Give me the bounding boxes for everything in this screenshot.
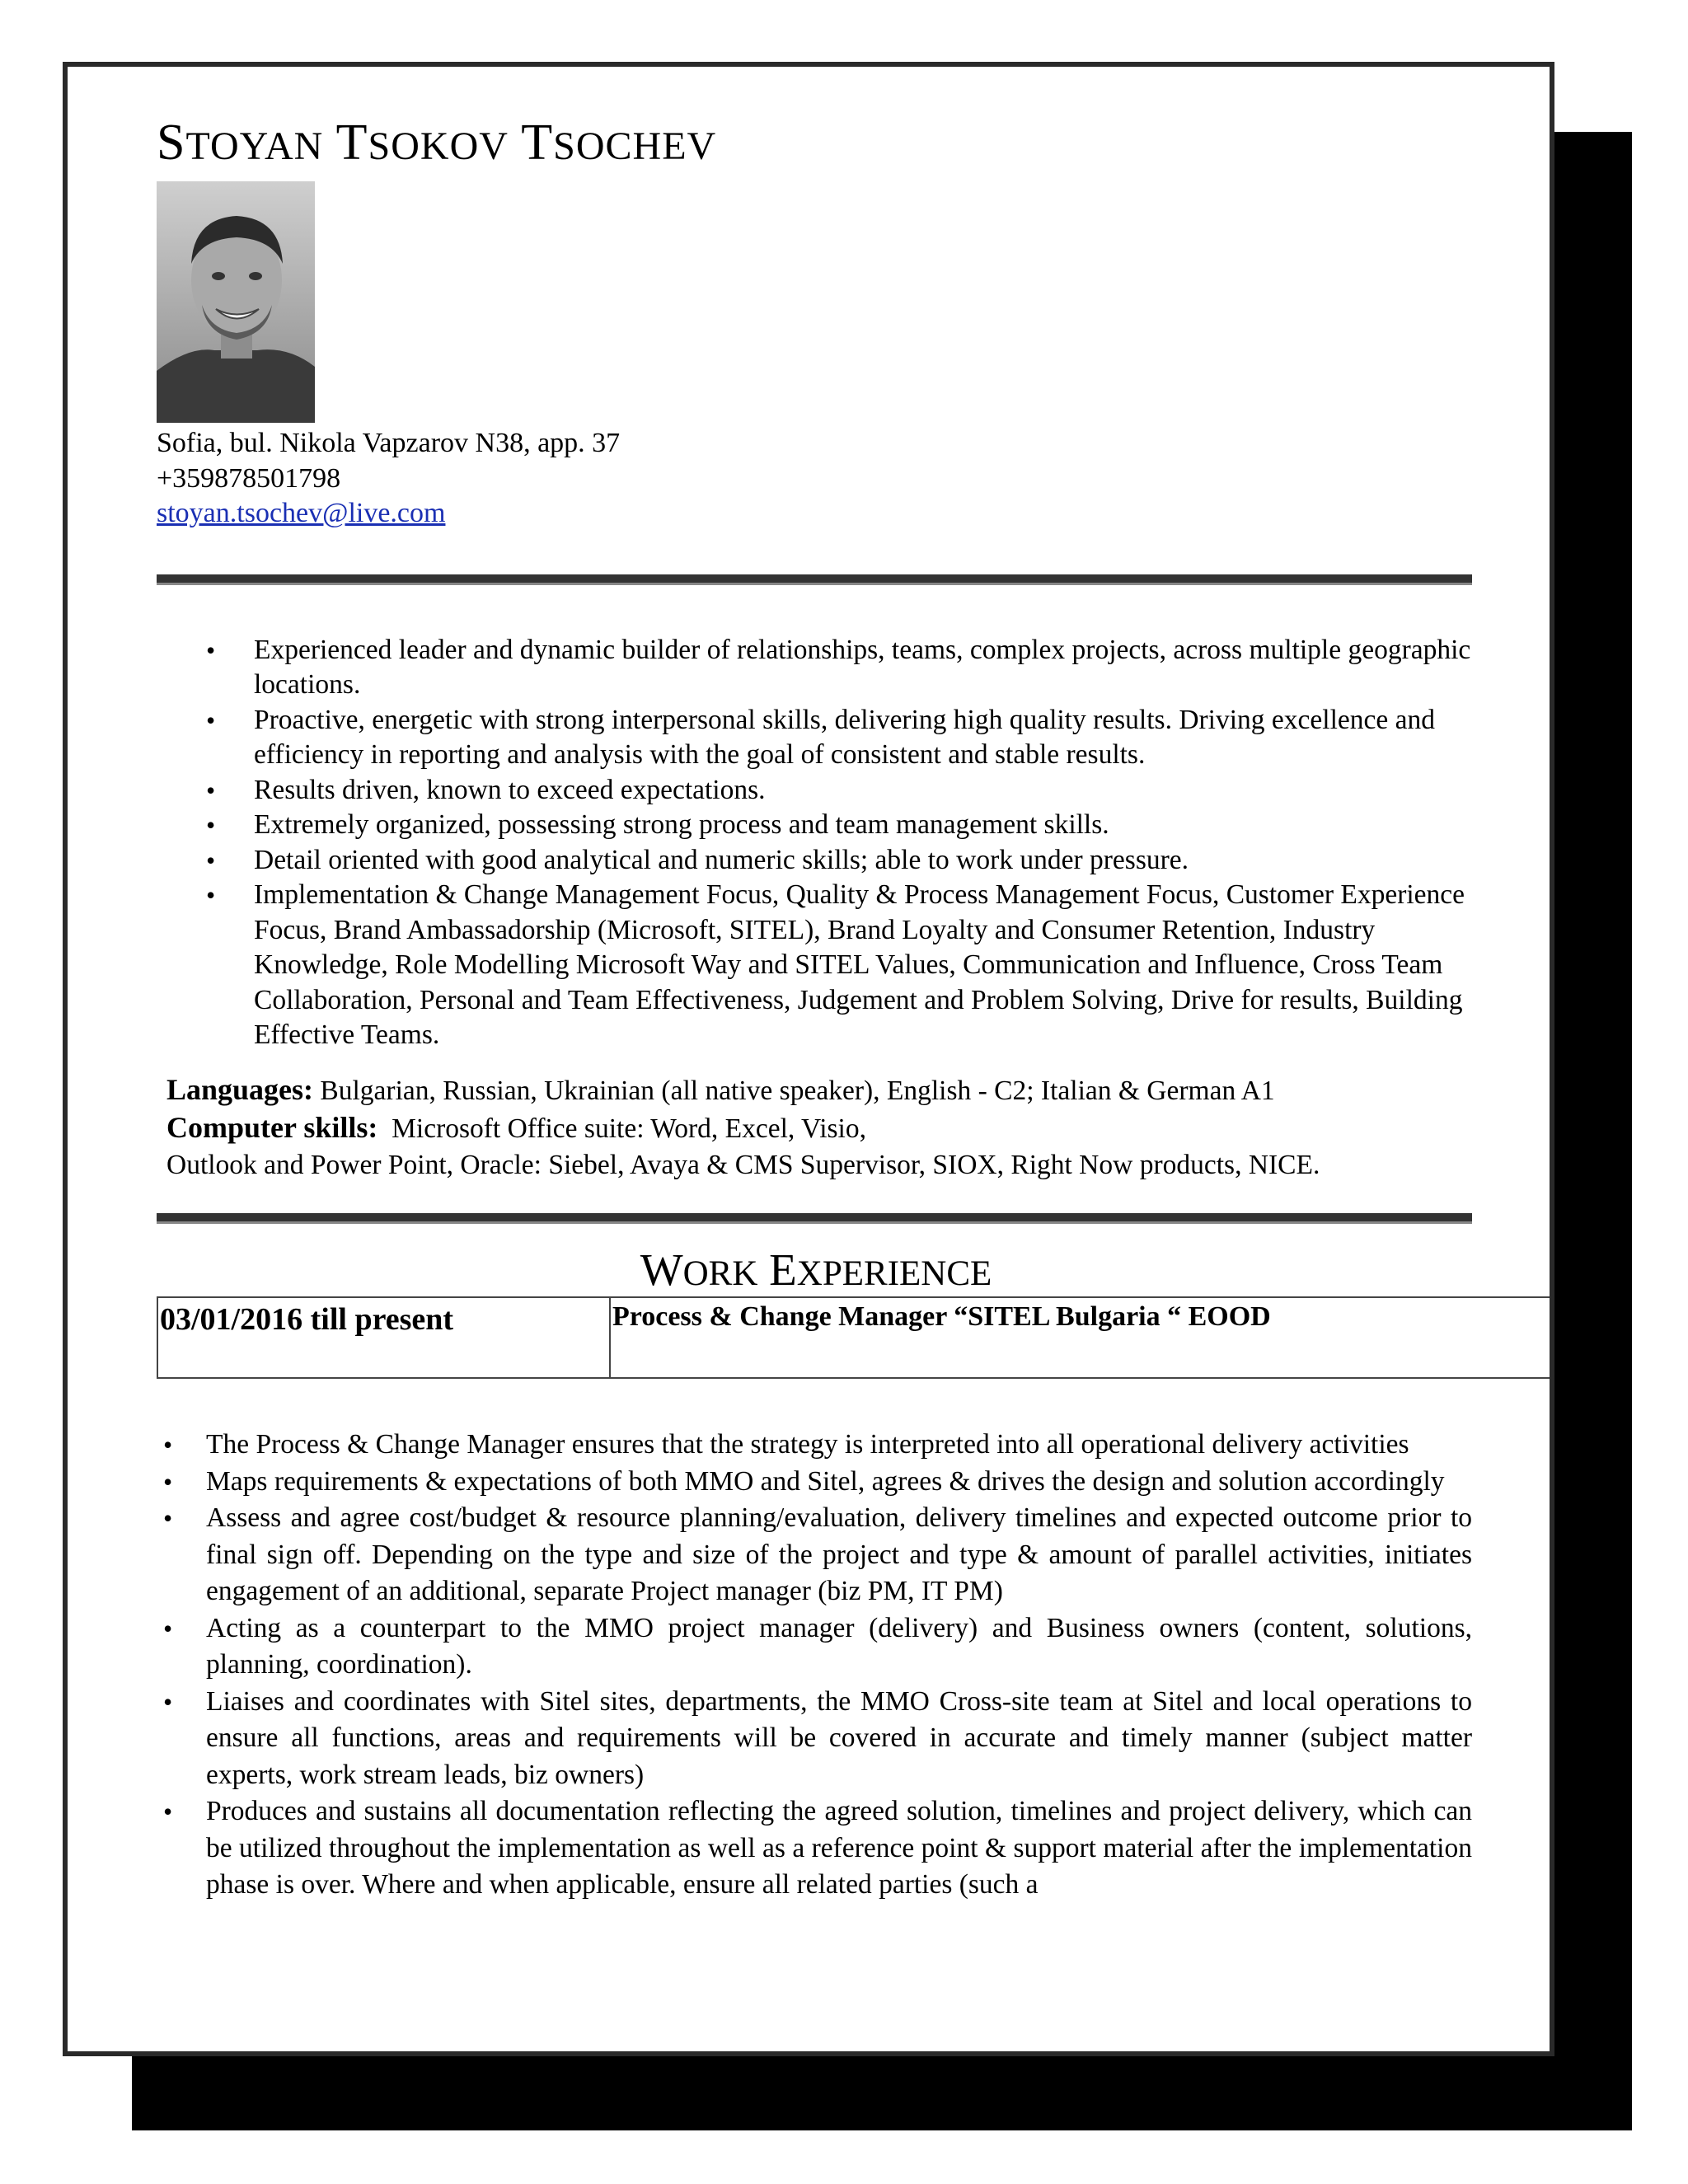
duty-item: • Liaises and coordinates with Sitel sites, departments, the MMO Cross-site team at Sitel and local operations to ensure all functions, areas and requirements will be covered in accurate and timely manner (subject matter experts, work stream leads, biz owners) <box>206 1684 1472 1794</box>
summary-list <box>157 633 1475 1053</box>
summary-item: • Results driven, known to exceed expectations. <box>254 773 1475 808</box>
name-first-rest: TOYAN <box>185 124 324 168</box>
skills-block <box>157 1071 1475 1183</box>
summary-item: • Extremely organized, possessing strong process and team management skills. <box>254 808 1475 843</box>
address-text: Sofia, bul. Nikola Vapzarov N38, app. 37 <box>157 428 621 459</box>
duty-item: • The Process & Change Manager ensures that the strategy is interpreted into all operational delivery activities <box>206 1427 1472 1464</box>
job-dates: 03/01/2016 till present <box>157 1297 610 1378</box>
name-first-initial: S <box>157 115 186 171</box>
work-title-ork: ORK <box>682 1254 758 1293</box>
section-divider-top <box>157 574 1472 585</box>
contact-block <box>157 426 1475 532</box>
profile-photo <box>157 181 315 423</box>
name-middle-rest: SOKOV <box>368 124 509 168</box>
duties-list <box>157 1427 1472 1904</box>
name-middle-initial: T <box>335 115 368 171</box>
summary-item: • Detail oriented with good analytical and numeric skills; able to work under pressure. <box>254 843 1475 879</box>
name-last-rest: SOCHEV <box>553 124 717 168</box>
summary-item: • Experienced leader and dynamic builder of relationships, teams, complex projects, across multiple geographic locations. <box>254 633 1475 703</box>
summary-item: • Implementation & Change Management Focus, Quality & Process Management Focus, Customer Experience Focus, Brand Ambassadorship (Microsoft, SITEL), Brand Loyalty and Consumer Retention, Industry Knowledge, Role Modelling Microsoft Way and SITEL Values, Communication and Influence, Cross Team Collaboration, Personal and Team Effectiveness, Judgement and Problem Solving, Drive for results, Building Effective Teams. <box>254 878 1475 1053</box>
summary-item: • Proactive, energetic with strong interpersonal skills, delivering high quality results. Driving excellence and efficiency in reporting and analysis with the goal of consistent and stable results. <box>254 703 1475 773</box>
work-title-e: E <box>769 1244 797 1295</box>
languages-label: Languages: <box>166 1072 314 1106</box>
job-table <box>157 1296 1554 1379</box>
job-role: Process & Change Manager “SITEL Bulgaria “ EOOD <box>610 1297 1554 1378</box>
table-row <box>157 1297 1554 1378</box>
profile-photo-image <box>157 181 315 423</box>
duty-item: • Maps requirements & expectations of both MMO and Sitel, agrees & drives the design and solution accordingly <box>206 1464 1472 1501</box>
cv-content <box>157 112 1475 1904</box>
duty-item: • Acting as a counterpart to the MMO project manager (delivery) and Business owners (content, solutions, planning, coordination). <box>206 1610 1472 1684</box>
work-title-xperience: XPERIENCE <box>796 1254 992 1293</box>
computer-skills-line <box>166 1109 1475 1147</box>
name-last-initial: T <box>521 115 554 171</box>
computer-skills-value: Microsoft Office suite: Word, Excel, Visio, <box>377 1113 866 1144</box>
cv-page <box>63 62 1554 2056</box>
phone-text: +359878501798 <box>157 462 341 494</box>
languages-value: Bulgarian, Russian, Ukrainian (all native speaker), English - C2; Italian & German A1 <box>313 1075 1275 1106</box>
work-experience-title <box>157 1245 1475 1296</box>
section-divider-middle <box>157 1213 1472 1224</box>
email-link[interactable]: stoyan.tsochev@live.com <box>157 498 446 529</box>
languages-line <box>166 1071 1475 1109</box>
candidate-name <box>157 112 1475 173</box>
computer-skills-line-2: Outlook and Power Point, Oracle: Siebel, Avaya & CMS Supervisor, SIOX, Right Now products, NICE. <box>166 1149 1320 1180</box>
duty-item: • Produces and sustains all documentation reflecting the agreed solution, timelines and project delivery, which can be utilized throughout the implementation as well as a reference point & support material after the implementation phase is over. Where and when applicable, ensure all related parties (such a <box>206 1793 1472 1904</box>
duty-item: • Assess and agree cost/budget & resource planning/evaluation, delivery timelines and expected outcome prior to final sign off. Depending on the type and size of the project and type & amount of parallel activities, initiates engagement of an additional, separate Project manager (biz PM, IT PM) <box>206 1500 1472 1610</box>
computer-skills-label: Computer skills: <box>166 1110 378 1144</box>
work-title-w: W <box>640 1244 683 1295</box>
